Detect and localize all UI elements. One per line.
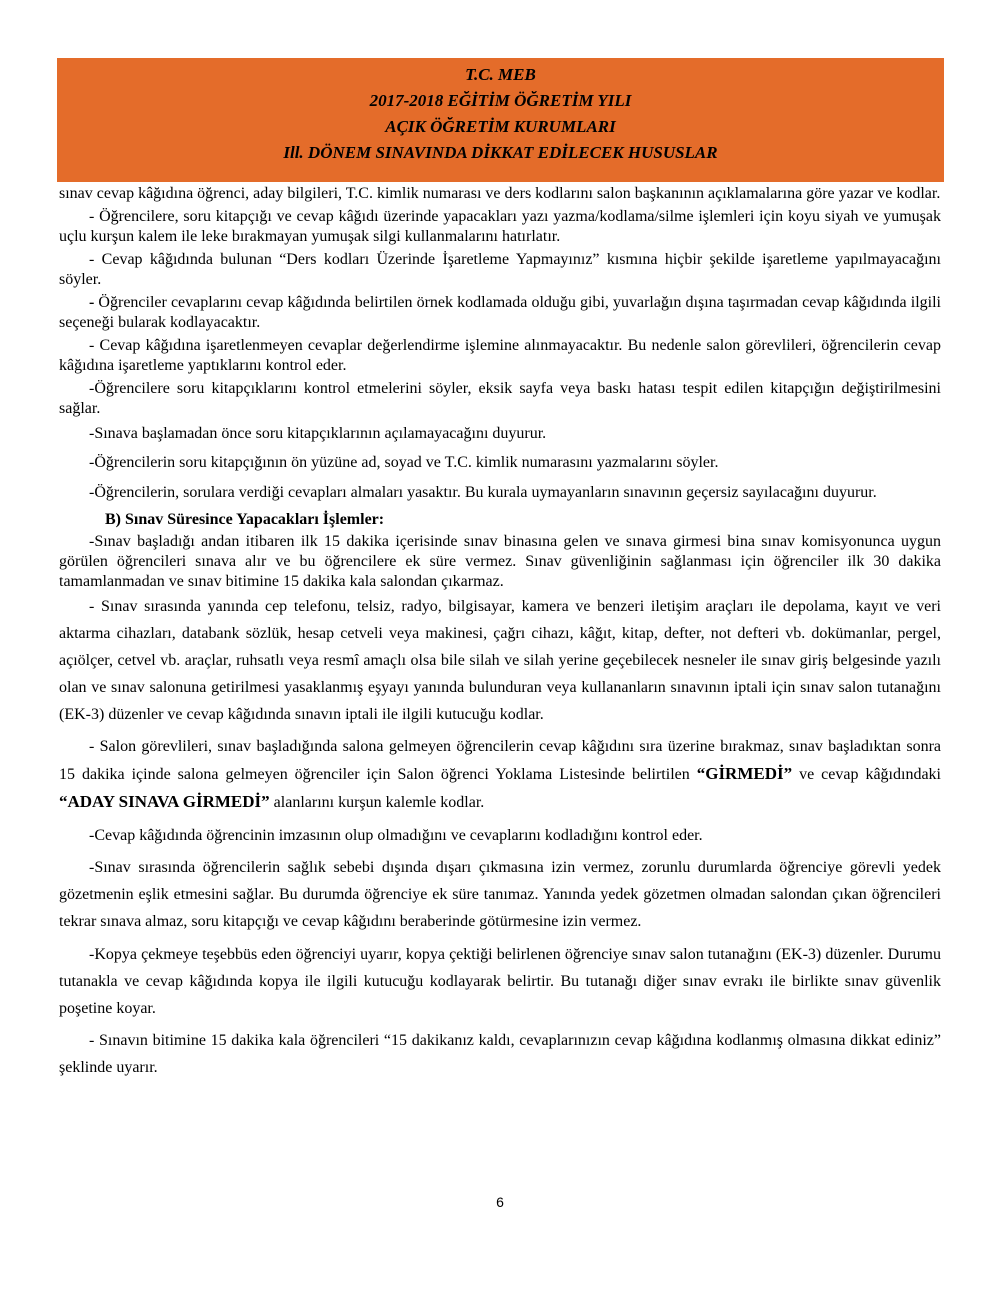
paragraph-text: ve cevap kâğıdındaki [792,766,941,783]
header-line-title: Ill. DÖNEM SINAVINDA DİKKAT EDİLECEK HUSUSLAR [283,143,718,162]
paragraph: -Öğrencilerin soru kitapçığının ön yüzüne ad, soyad ve T.C. kimlik numarasını yazmalarını söyler. [89,454,719,471]
paragraph: -Cevap kâğıdında öğrencinin imzasının olup olmadığını ve cevaplarını kodladığını kontrol eder. [89,827,703,844]
header-line-ministry: T.C. MEB [465,65,536,84]
paragraph-text: alanlarını kurşun kalemle kodlar. [269,794,485,811]
paragraph: sınav cevap kâğıdına öğrenci, aday bilgileri, T.C. kimlik numarası ve ders kodlarını salon başkanının açıklamalarına göre yazar ve kodlar. [59,185,941,202]
header-line-institution: AÇIK ÖĞRETİM KURUMLARI [385,117,616,136]
paragraph: - Cevap kâğıdında bulunan “Ders kodları Üzerinde İşaretleme Yapmayınız” kısmına hiçbir şekilde işaretleme yapılmayacağını söyler. [59,251,941,288]
paragraph: - Cevap kâğıdına işaretlenmeyen cevaplar değerlendirme işlemine alınmayacaktır. Bu nedenle salon görevlileri, öğrencilerin cevap kâğıdına işaretleme yaptıklarını kontrol eder. [59,337,941,374]
paragraph: - Sınavın bitimine 15 dakika kala öğrencileri “15 dakikanız kaldı, cevaplarınızın cevap kâğıdına kodlanmış olmasına dikkat ediniz” şeklinde uyarır. [59,1032,941,1076]
document-body [59,184,941,1081]
girmedi-label: “GİRMEDİ” [696,764,793,783]
paragraph: -Sınav başladığı andan itibaren ilk 15 dakika içerisinde sınav binasına gelen ve sınava girmesi bina sınav komisyonunca uygun görülen öğrencileri sınava alır ve bu öğrencilere ek süre vermez. Sınav güvenliğinin sağlanması için öğrenciler ilk 30 dakika tamamlanmadan ve sınav bitimine 15 dakika kala salondan çıkarmaz. [59,533,941,590]
paragraph [59,293,941,333]
paragraph-text: Öğrenciler cevaplarını cevap kâğıdında belirtilen örnek kodlamada olduğu gibi, yuvarlağın dışına taşırmadan cevap kâğıdında ilgili seçeneği bularak kodlayacaktır. [59,294,941,331]
page-number: 6 [496,1194,504,1210]
paragraph: -Kopya çekmeye teşebbüs eden öğrenciyi uyarır, kopya çektiği belirlenen öğrenciye sınav salon tutanağını (EK-3) düzenler. Durumu tutanakla ve cevap kâğıdında kopya ile ilgili kutucuğu kodlayarak belirtir. Bu tutanağı diğer sınav evrakı ile birlikte sınav güvenlik poşetine koyar. [59,946,941,1017]
header-line-year: 2017-2018 EĞİTİM ÖĞRETİM YILI [369,91,632,110]
paragraph: -Sınav sırasında öğrencilerin sağlık sebebi dışında dışarı çıkmasına izin vermez, zorunlu durumlarda öğrenciye görevli yedek gözetmenin eşlik etmesini sağlar. Bu durumda öğrenciye ek süre tanımaz. Yanında yedek gözetmen olmadan salondan çıkan öğrencileri tekrar sınava almaz, soru kitapçığı ve cevap kâğıdını beraberinde götürmesine izin vermez. [59,859,941,930]
aday-sinava-girmedi-label: “ADAY SINAVA GİRMEDİ” [59,792,270,811]
paragraph: -Öğrencilerin, sorulara verdiği cevapları almaları yasaktır. Bu kurala uymayanların sınavının geçersiz sayılacağını duyurur. [89,484,877,501]
paragraph: - Sınav sırasında yanında cep telefonu, telsiz, radyo, bilgisayar, kamera ve benzeri iletişim araçları ile depolama, kayıt ve veri aktarma cihazları, databank sözlük, hesap cetveli veya makinesi, çağrı cihazı, kâğıt, kitap, defter, not defteri vb. dokümanlar, pergel, açıölçer, cetvel vb. araçlar, ruhsatlı veya resmî amaçlı olsa bile silah ve silah yerine geçebilecek nesneler ile sınav giriş belgesinde yazılı olan ve sınav salonuna getirilmesi yasaklanmış eşyayı yanında bulunduran veya kullananların sınavının iptali için sınav salon tutanağını (EK-3) düzenler ve cevap kâğıdında sınavın iptali ile ilgili kutucuğu kodlar. [59,598,941,723]
paragraph: - Öğrencilere, soru kitapçığı ve cevap kâğıdı üzerinde yapacakları yazı yazma/kodlama/silme işlemleri için koyu siyah ve yumuşak uçlu kurşun kalem ile leke bırakmayan yumuşak silgi kullanmalarını hatırlatır. [59,208,941,245]
paragraph [59,733,941,816]
section-heading: B) Sınav Süresince Yapacakları İşlemler: [105,511,385,528]
document-header-banner [57,58,944,182]
paragraph-text: - Salon görevlileri, sınav başladığında salona gelmeyen öğrencilerin cevap kâğıdını sıra üzerine bırakmaz, sınav başladıktan sonra 15 dakika içinde salona gelmeyen öğrenciler için Salon öğrenci Yoklama Listesinde belirtilen [59,738,941,783]
paragraph: -Sınava başlamadan önce soru kitapçıklarının açılamayacağını duyurur. [89,425,547,442]
paragraph: -Öğrencilere soru kitapçıklarını kontrol etmelerini söyler, eksik sayfa veya baskı hatası tespit edilen kitapçığın değiştirilmesini sağlar. [59,380,941,417]
bold-dash: - [89,294,95,311]
